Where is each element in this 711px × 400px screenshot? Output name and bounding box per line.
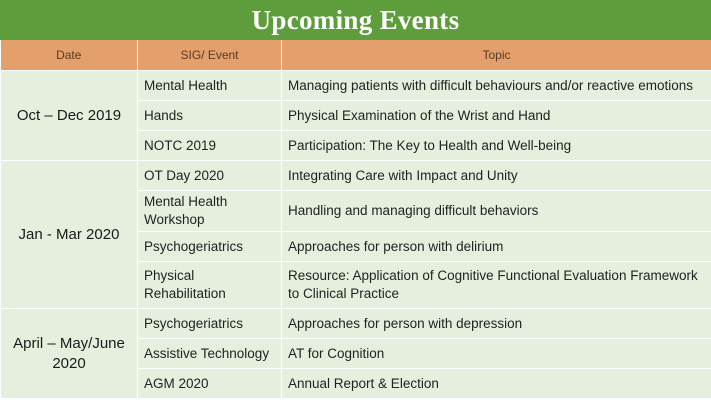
sig-cell: NOTC 2019 <box>138 131 282 161</box>
topic-cell: AT for Cognition <box>282 339 711 369</box>
table-row <box>1 71 711 101</box>
header-sig-event: SIG/ Event <box>138 40 282 71</box>
header-date: Date <box>1 40 138 71</box>
topic-cell: Approaches for person with delirium <box>282 232 711 262</box>
sig-cell: OT Day 2020 <box>138 161 282 191</box>
sig-cell: Assistive Technology <box>138 339 282 369</box>
date-cell: Oct – Dec 2019 <box>1 71 138 161</box>
sig-cell: Mental Health Workshop <box>138 191 282 232</box>
topic-cell: Annual Report & Election <box>282 369 711 399</box>
header-row <box>1 40 711 71</box>
topic-cell: Resource: Application of Cognitive Functional Evaluation Framework to Clinical Practice <box>282 262 711 309</box>
topic-cell: Participation: The Key to Health and Well-being <box>282 131 711 161</box>
events-table <box>0 40 711 399</box>
table-row <box>1 309 711 339</box>
topic-cell: Approaches for person with depression <box>282 309 711 339</box>
sig-cell: Mental Health <box>138 71 282 101</box>
sig-cell: Hands <box>138 101 282 131</box>
sig-cell: Psychogeriatrics <box>138 309 282 339</box>
sig-cell: AGM 2020 <box>138 369 282 399</box>
slide-title: Upcoming Events <box>0 0 711 40</box>
topic-cell: Handling and managing difficult behaviors <box>282 191 711 232</box>
sig-cell: Psychogeriatrics <box>138 232 282 262</box>
date-cell: Jan - Mar 2020 <box>1 161 138 309</box>
topic-cell: Physical Examination of the Wrist and Hand <box>282 101 711 131</box>
sig-cell: Physical Rehabilitation <box>138 262 282 309</box>
topic-cell: Integrating Care with Impact and Unity <box>282 161 711 191</box>
date-cell: April – May/June 2020 <box>1 309 138 399</box>
table-row <box>1 161 711 191</box>
header-topic: Topic <box>282 40 711 71</box>
topic-cell: Managing patients with difficult behaviours and/or reactive emotions <box>282 71 711 101</box>
